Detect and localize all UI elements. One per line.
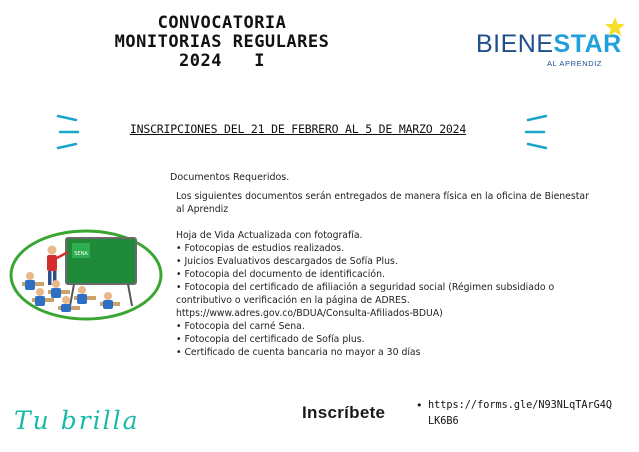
doc-line: • Fotocopia del documento de identificación.	[176, 269, 385, 280]
title-line-2: MONITORIAS REGULARES	[114, 32, 330, 52]
title-line-3: 2024 I	[179, 51, 265, 71]
bullet-icon: •	[416, 399, 423, 412]
documents-title: Documentos Requeridos.	[170, 172, 290, 183]
decorative-lines-left-icon	[56, 112, 80, 152]
page-title	[82, 14, 362, 71]
doc-line: • Juicios Evaluativos descargados de Sofía Plus.	[176, 256, 398, 267]
doc-line: Los siguientes documentos serán entregados de manera física en la oficina de Bienestar	[176, 191, 589, 202]
doc-line: contributivo o verificación en la página de ADRES.	[176, 295, 410, 306]
doc-line: https://www.adres.gov.co/BDUA/Consulta-Afiliados-BDUA)	[176, 308, 443, 319]
documents-list	[176, 190, 636, 359]
classroom-illustration	[8, 228, 164, 322]
bienestar-logo	[476, 30, 626, 70]
doc-line: • Certificado de cuenta bancaria no mayor a 30 días	[176, 347, 421, 358]
doc-line: al Aprendiz	[176, 204, 229, 215]
doc-line: Hoja de Vida Actualizada con fotografía.	[176, 230, 363, 241]
logo-word-part2: STAR	[553, 30, 622, 58]
doc-line: • Fotocopias de estudios realizados.	[176, 243, 345, 254]
board-label: SENA	[74, 251, 88, 257]
doc-line: • Fotocopia del certificado de Sofía plus.	[176, 334, 365, 345]
title-line-1: CONVOCATORIA	[157, 13, 287, 33]
register-label: Inscríbete	[302, 403, 386, 422]
slogan: Tu brilla	[14, 406, 140, 435]
doc-line: • Fotocopia del certificado de afiliación a seguridad social (Régimen subsidiado o	[176, 282, 555, 293]
logo-subtitle: AL APRENDIZ	[547, 59, 603, 68]
decorative-lines-right-icon	[524, 112, 548, 152]
star-icon	[604, 16, 626, 38]
registration-form-link[interactable]: https://forms.gle/N93NLqTArG4QLK6B6	[428, 400, 613, 427]
doc-line-spacer	[176, 216, 636, 229]
doc-line: • Fotocopia del carné Sena.	[176, 321, 305, 332]
registration-dates-banner: INSCRIPCIONES DEL 21 DE FEBRERO AL 5 DE MARZO 2024	[129, 122, 467, 136]
logo-word-part1: BIENE	[476, 30, 554, 58]
